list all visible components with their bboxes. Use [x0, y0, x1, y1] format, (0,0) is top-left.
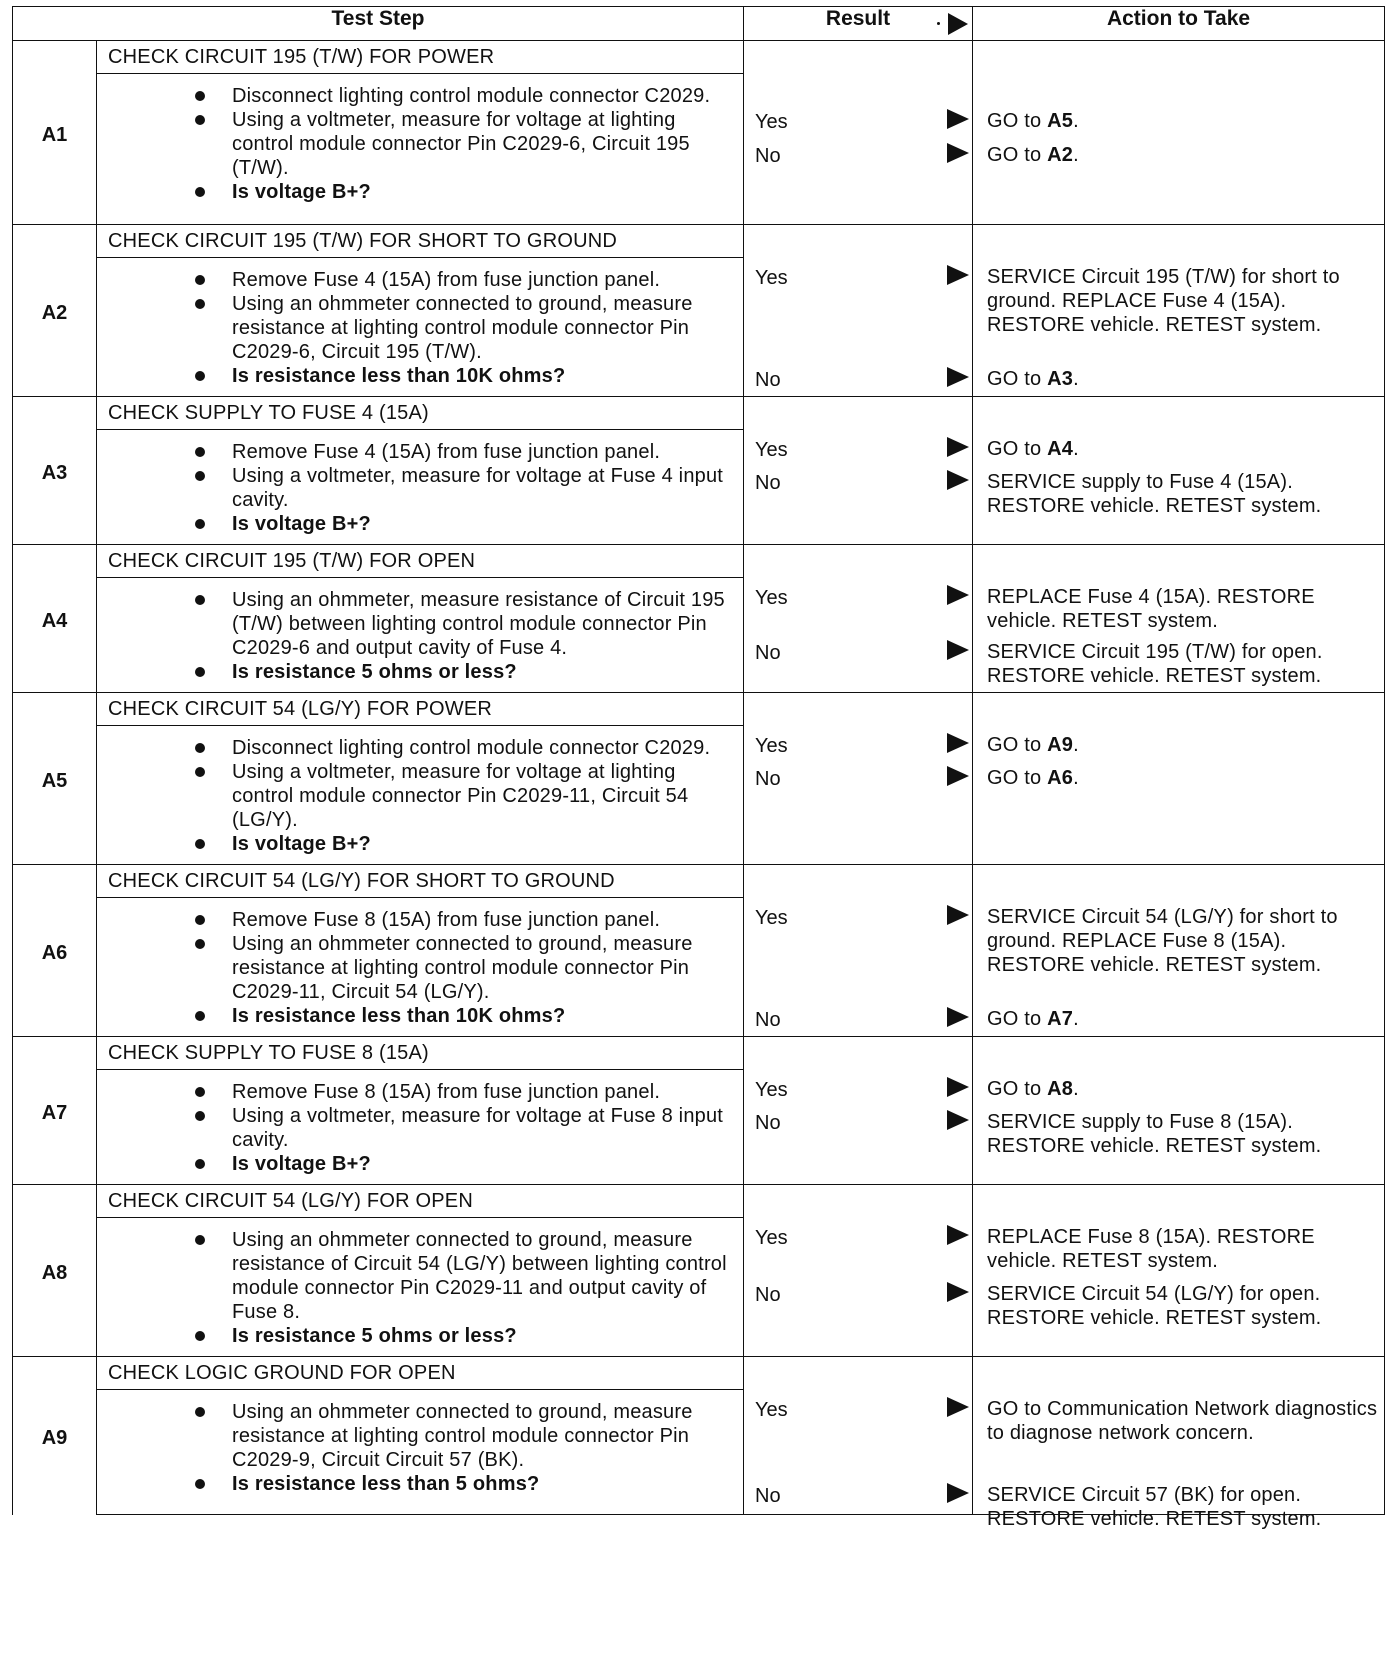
- result-label-no: No: [755, 1009, 781, 1031]
- step-question: Is resistance less than 10K ohms?: [97, 364, 737, 388]
- action-text: [987, 109, 1378, 133]
- bullet-list: [97, 1070, 743, 1184]
- action-cell: [973, 1037, 1385, 1185]
- action-text-main: GO to: [987, 1078, 1048, 1100]
- table-body: [13, 41, 1385, 1530]
- result-label-no: No: [755, 145, 781, 167]
- bullet-item: Disconnect lighting control module connector C2029.: [97, 84, 737, 108]
- result-cell: [744, 865, 973, 1037]
- action-cell: [973, 865, 1385, 1037]
- action-text: [987, 766, 1378, 790]
- action-cell: [973, 693, 1385, 865]
- arrow-right-icon: [947, 470, 969, 490]
- action-step-ref[interactable]: A3: [1047, 368, 1074, 390]
- action-text-main: GO to: [987, 767, 1048, 789]
- action-header: Action to Take: [973, 7, 1385, 41]
- action-cell: [973, 545, 1385, 693]
- table-header-row: [13, 7, 1385, 41]
- bullet-item: Disconnect lighting control module connector C2029.: [97, 736, 737, 760]
- result-cell: [744, 1037, 973, 1185]
- step-id-label: A2: [41, 302, 68, 324]
- action-text: [987, 1007, 1378, 1031]
- result-label-yes: Yes: [755, 907, 788, 929]
- action-step-ref[interactable]: A2: [1047, 144, 1074, 166]
- step-title: CHECK CIRCUIT 195 (T/W) FOR OPEN: [97, 545, 744, 578]
- bullet-item: Using a voltmeter, measure for voltage at lighting control module connector Pin C2029-11, Circuit 54 (LG/Y).: [97, 760, 737, 832]
- step-id: [13, 397, 97, 545]
- action-text-main: GO to: [987, 368, 1048, 390]
- step-instructions: [97, 258, 744, 397]
- step-instructions: [97, 726, 744, 865]
- action-text: [987, 1110, 1378, 1158]
- step-instructions: [97, 1218, 744, 1357]
- result-label-no: No: [755, 369, 781, 391]
- step-id: [13, 545, 97, 693]
- action-text: [987, 367, 1378, 391]
- action-text: [987, 1225, 1378, 1273]
- action-text-main: SERVICE Circuit 195 (T/W) for short to ground. REPLACE Fuse 4 (15A). RESTORE vehicle. RETEST system.: [987, 266, 1340, 336]
- bullet-item: Remove Fuse 4 (15A) from fuse junction panel.: [97, 440, 737, 464]
- action-text-main: SERVICE Circuit 57 (BK) for open. RESTORE vehicle. RETEST system.: [987, 1484, 1322, 1530]
- result-label-no: No: [755, 472, 781, 494]
- step-title: CHECK SUPPLY TO FUSE 4 (15A): [97, 397, 744, 430]
- action-text: [987, 265, 1378, 337]
- action-text-suffix: .: [1073, 144, 1079, 166]
- action-text: [987, 733, 1378, 757]
- step-title-row: [13, 693, 1385, 726]
- bullet-list: [97, 430, 743, 544]
- arrow-right-icon: [947, 437, 969, 457]
- step-id-label: A4: [41, 610, 68, 632]
- arrow-right-icon: [947, 1397, 969, 1417]
- result-label-yes: Yes: [755, 1227, 788, 1249]
- bullet-item: Using an ohmmeter connected to ground, measure resistance at lighting control module connector Pin C2029-6, Circuit 195 (T/W).: [97, 292, 737, 364]
- step-id: [13, 1037, 97, 1185]
- result-label-yes: Yes: [755, 267, 788, 289]
- step-instructions: [97, 74, 744, 225]
- result-label-no: No: [755, 1485, 781, 1507]
- bullet-list: [97, 1218, 743, 1356]
- step-id-label: A9: [41, 1427, 68, 1450]
- action-text-suffix: .: [1073, 767, 1079, 789]
- result-header: [744, 7, 973, 41]
- arrow-right-icon: [947, 1282, 969, 1302]
- action-text: [987, 437, 1378, 461]
- result-label-yes: Yes: [755, 587, 788, 609]
- dot-mark: [937, 22, 940, 25]
- action-text-main: SERVICE supply to Fuse 4 (15A). RESTORE vehicle. RETEST system.: [987, 471, 1322, 517]
- step-id: [13, 41, 97, 225]
- action-step-ref[interactable]: A9: [1047, 734, 1074, 756]
- result-label-yes: Yes: [755, 439, 788, 461]
- arrow-right-icon: [947, 109, 969, 129]
- action-text-suffix: .: [1073, 734, 1079, 756]
- action-text: [987, 470, 1378, 518]
- step-id: [13, 693, 97, 865]
- action-text: [987, 1282, 1378, 1330]
- action-text: [987, 1397, 1378, 1445]
- action-text: [987, 1077, 1378, 1101]
- result-cell: [744, 545, 973, 693]
- step-title: CHECK SUPPLY TO FUSE 8 (15A): [97, 1037, 744, 1070]
- action-text-main: GO to: [987, 1008, 1048, 1030]
- step-instructions: [97, 898, 744, 1037]
- bullet-item: Using an ohmmeter connected to ground, measure resistance of Circuit 54 (LG/Y) between lighting control module connector Pin C2029-11 and output cavity of Fuse 8.: [97, 1228, 737, 1324]
- result-label-yes: Yes: [755, 735, 788, 757]
- action-text-main: GO to: [987, 438, 1048, 460]
- result-label-no: No: [755, 1284, 781, 1306]
- step-id: [13, 1185, 97, 1357]
- arrow-right-icon: [947, 733, 969, 753]
- step-title-row: [13, 225, 1385, 258]
- step-question: Is resistance 5 ohms or less?: [97, 1324, 737, 1348]
- action-text-suffix: .: [1073, 438, 1079, 460]
- step-question: Is resistance less than 10K ohms?: [97, 1004, 737, 1028]
- result-cell: [744, 225, 973, 397]
- action-text-main: SERVICE Circuit 54 (LG/Y) for short to ground. REPLACE Fuse 8 (15A). RESTORE vehicle. RETEST system.: [987, 906, 1338, 976]
- bullet-list: [97, 258, 743, 396]
- action-text-suffix: .: [1073, 368, 1079, 390]
- step-title-row: [13, 865, 1385, 898]
- action-text-suffix: .: [1073, 1008, 1079, 1030]
- arrow-right-icon: [947, 585, 969, 605]
- step-title: CHECK CIRCUIT 54 (LG/Y) FOR SHORT TO GROUND: [97, 865, 744, 898]
- step-id: [13, 1357, 97, 1515]
- arrow-right-icon: [947, 1483, 969, 1503]
- arrow-right-icon: [947, 1077, 969, 1097]
- result-label-no: No: [755, 642, 781, 664]
- action-cell: [973, 41, 1385, 225]
- step-title-row: [13, 1185, 1385, 1218]
- result-label-no: No: [755, 1112, 781, 1134]
- action-step-ref[interactable]: A7: [1047, 1008, 1074, 1030]
- result-cell: [744, 1357, 973, 1515]
- step-title: CHECK CIRCUIT 54 (LG/Y) FOR OPEN: [97, 1185, 744, 1218]
- bullet-item: Remove Fuse 4 (15A) from fuse junction panel.: [97, 268, 737, 292]
- arrow-right-icon: [947, 367, 969, 387]
- action-text-main: GO to: [987, 144, 1048, 166]
- arrow-right-icon: [947, 143, 969, 163]
- step-instructions: [97, 1070, 744, 1185]
- step-id-label: A5: [41, 770, 68, 792]
- action-text-main: SERVICE supply to Fuse 8 (15A). RESTORE vehicle. RETEST system.: [987, 1111, 1322, 1157]
- result-cell: [744, 41, 973, 225]
- result-label-no: No: [755, 768, 781, 790]
- arrow-right-icon: [947, 1225, 969, 1245]
- step-question: Is voltage B+?: [97, 1152, 737, 1176]
- step-id-label: A6: [41, 942, 68, 964]
- step-instructions: [97, 1390, 744, 1515]
- action-text-main: SERVICE Circuit 195 (T/W) for open. RESTORE vehicle. RETEST system.: [987, 641, 1323, 687]
- step-title: CHECK CIRCUIT 195 (T/W) FOR SHORT TO GROUND: [97, 225, 744, 258]
- arrow-right-icon: [947, 905, 969, 925]
- arrow-right-icon: [948, 13, 968, 35]
- action-text: [987, 640, 1378, 688]
- arrow-right-icon: [947, 265, 969, 285]
- arrow-right-icon: [947, 766, 969, 786]
- result-label-yes: Yes: [755, 1399, 788, 1421]
- step-title-row: [13, 41, 1385, 74]
- bullet-item: Using an ohmmeter connected to ground, measure resistance at lighting control module connector Pin C2029-9, Circuit Circuit 57 (BK).: [97, 1400, 737, 1472]
- step-instructions: [97, 430, 744, 545]
- step-id-label: A8: [41, 1262, 68, 1284]
- result-cell: [744, 1185, 973, 1357]
- step-question: Is resistance less than 5 ohms?: [97, 1472, 737, 1496]
- action-step-ref[interactable]: A6: [1047, 767, 1074, 789]
- bullet-list: [97, 1390, 743, 1504]
- action-text-suffix: .: [1073, 110, 1079, 132]
- bullet-item: Remove Fuse 8 (15A) from fuse junction panel.: [97, 1080, 737, 1104]
- bullet-item: Remove Fuse 8 (15A) from fuse junction panel.: [97, 908, 737, 932]
- bullet-item: Using a voltmeter, measure for voltage at lighting control module connector Pin C2029-6, Circuit 195 (T/W).: [97, 108, 737, 180]
- action-text-main: REPLACE Fuse 8 (15A). RESTORE vehicle. RETEST system.: [987, 1226, 1315, 1272]
- step-title-row: [13, 545, 1385, 578]
- step-title: CHECK CIRCUIT 195 (T/W) FOR POWER: [97, 41, 744, 74]
- arrow-right-icon: [947, 1007, 969, 1027]
- arrow-right-icon: [947, 1110, 969, 1130]
- action-cell: [973, 397, 1385, 545]
- bullet-item: Using an ohmmeter, measure resistance of Circuit 195 (T/W) between lighting control module connector Pin C2029-6 and output cavity of Fuse 4.: [97, 588, 737, 660]
- action-text-main: GO to Communication Network diagnostics to diagnose network concern.: [987, 1398, 1378, 1444]
- action-cell: [973, 1357, 1385, 1530]
- result-label-yes: Yes: [755, 111, 788, 133]
- step-question: Is voltage B+?: [97, 180, 737, 204]
- action-text-main: GO to: [987, 734, 1048, 756]
- step-question: Is voltage B+?: [97, 512, 737, 536]
- arrow-right-icon: [947, 640, 969, 660]
- action-text-main: SERVICE Circuit 54 (LG/Y) for open. RESTORE vehicle. RETEST system.: [987, 1283, 1322, 1329]
- action-text: [987, 1483, 1378, 1531]
- bullet-item: Using a voltmeter, measure for voltage at Fuse 8 input cavity.: [97, 1104, 737, 1152]
- bullet-list: [97, 726, 743, 864]
- result-cell: [744, 693, 973, 865]
- action-step-ref[interactable]: A5: [1047, 110, 1074, 132]
- step-title-row: [13, 1357, 1385, 1390]
- action-text: [987, 585, 1378, 633]
- bullet-list: [97, 578, 743, 692]
- bullet-item: Using a voltmeter, measure for voltage at Fuse 4 input cavity.: [97, 464, 737, 512]
- action-text: [987, 905, 1378, 977]
- test-step-header: Test Step: [13, 7, 744, 41]
- step-id: [13, 225, 97, 397]
- step-instructions: [97, 578, 744, 693]
- diagnostic-table: [12, 6, 1385, 1530]
- bullet-list: [97, 74, 743, 212]
- action-text-suffix: .: [1073, 1078, 1079, 1100]
- action-cell: [973, 1185, 1385, 1357]
- step-title-row: [13, 1037, 1385, 1070]
- bullet-list: [97, 898, 743, 1036]
- result-label-yes: Yes: [755, 1079, 788, 1101]
- action-text-main: GO to: [987, 110, 1048, 132]
- step-id: [13, 865, 97, 1037]
- step-title-row: [13, 397, 1385, 430]
- action-text-main: REPLACE Fuse 4 (15A). RESTORE vehicle. RETEST system.: [987, 586, 1315, 632]
- diagnostic-table-sheet: [12, 6, 1384, 1662]
- step-id-label: A1: [41, 124, 68, 146]
- step-id-label: A7: [41, 1102, 68, 1124]
- step-id-label: A3: [41, 462, 68, 484]
- action-text: [987, 143, 1378, 167]
- step-title: CHECK LOGIC GROUND FOR OPEN: [97, 1357, 744, 1390]
- result-cell: [744, 397, 973, 545]
- action-cell: [973, 225, 1385, 397]
- step-question: Is voltage B+?: [97, 832, 737, 856]
- action-step-ref[interactable]: A8: [1047, 1078, 1074, 1100]
- result-header-label: Result: [825, 7, 891, 30]
- bullet-item: Using an ohmmeter connected to ground, measure resistance at lighting control module connector Pin C2029-11, Circuit 54 (LG/Y).: [97, 932, 737, 1004]
- step-question: Is resistance 5 ohms or less?: [97, 660, 737, 684]
- step-title: CHECK CIRCUIT 54 (LG/Y) FOR POWER: [97, 693, 744, 726]
- action-step-ref[interactable]: A4: [1047, 438, 1074, 460]
